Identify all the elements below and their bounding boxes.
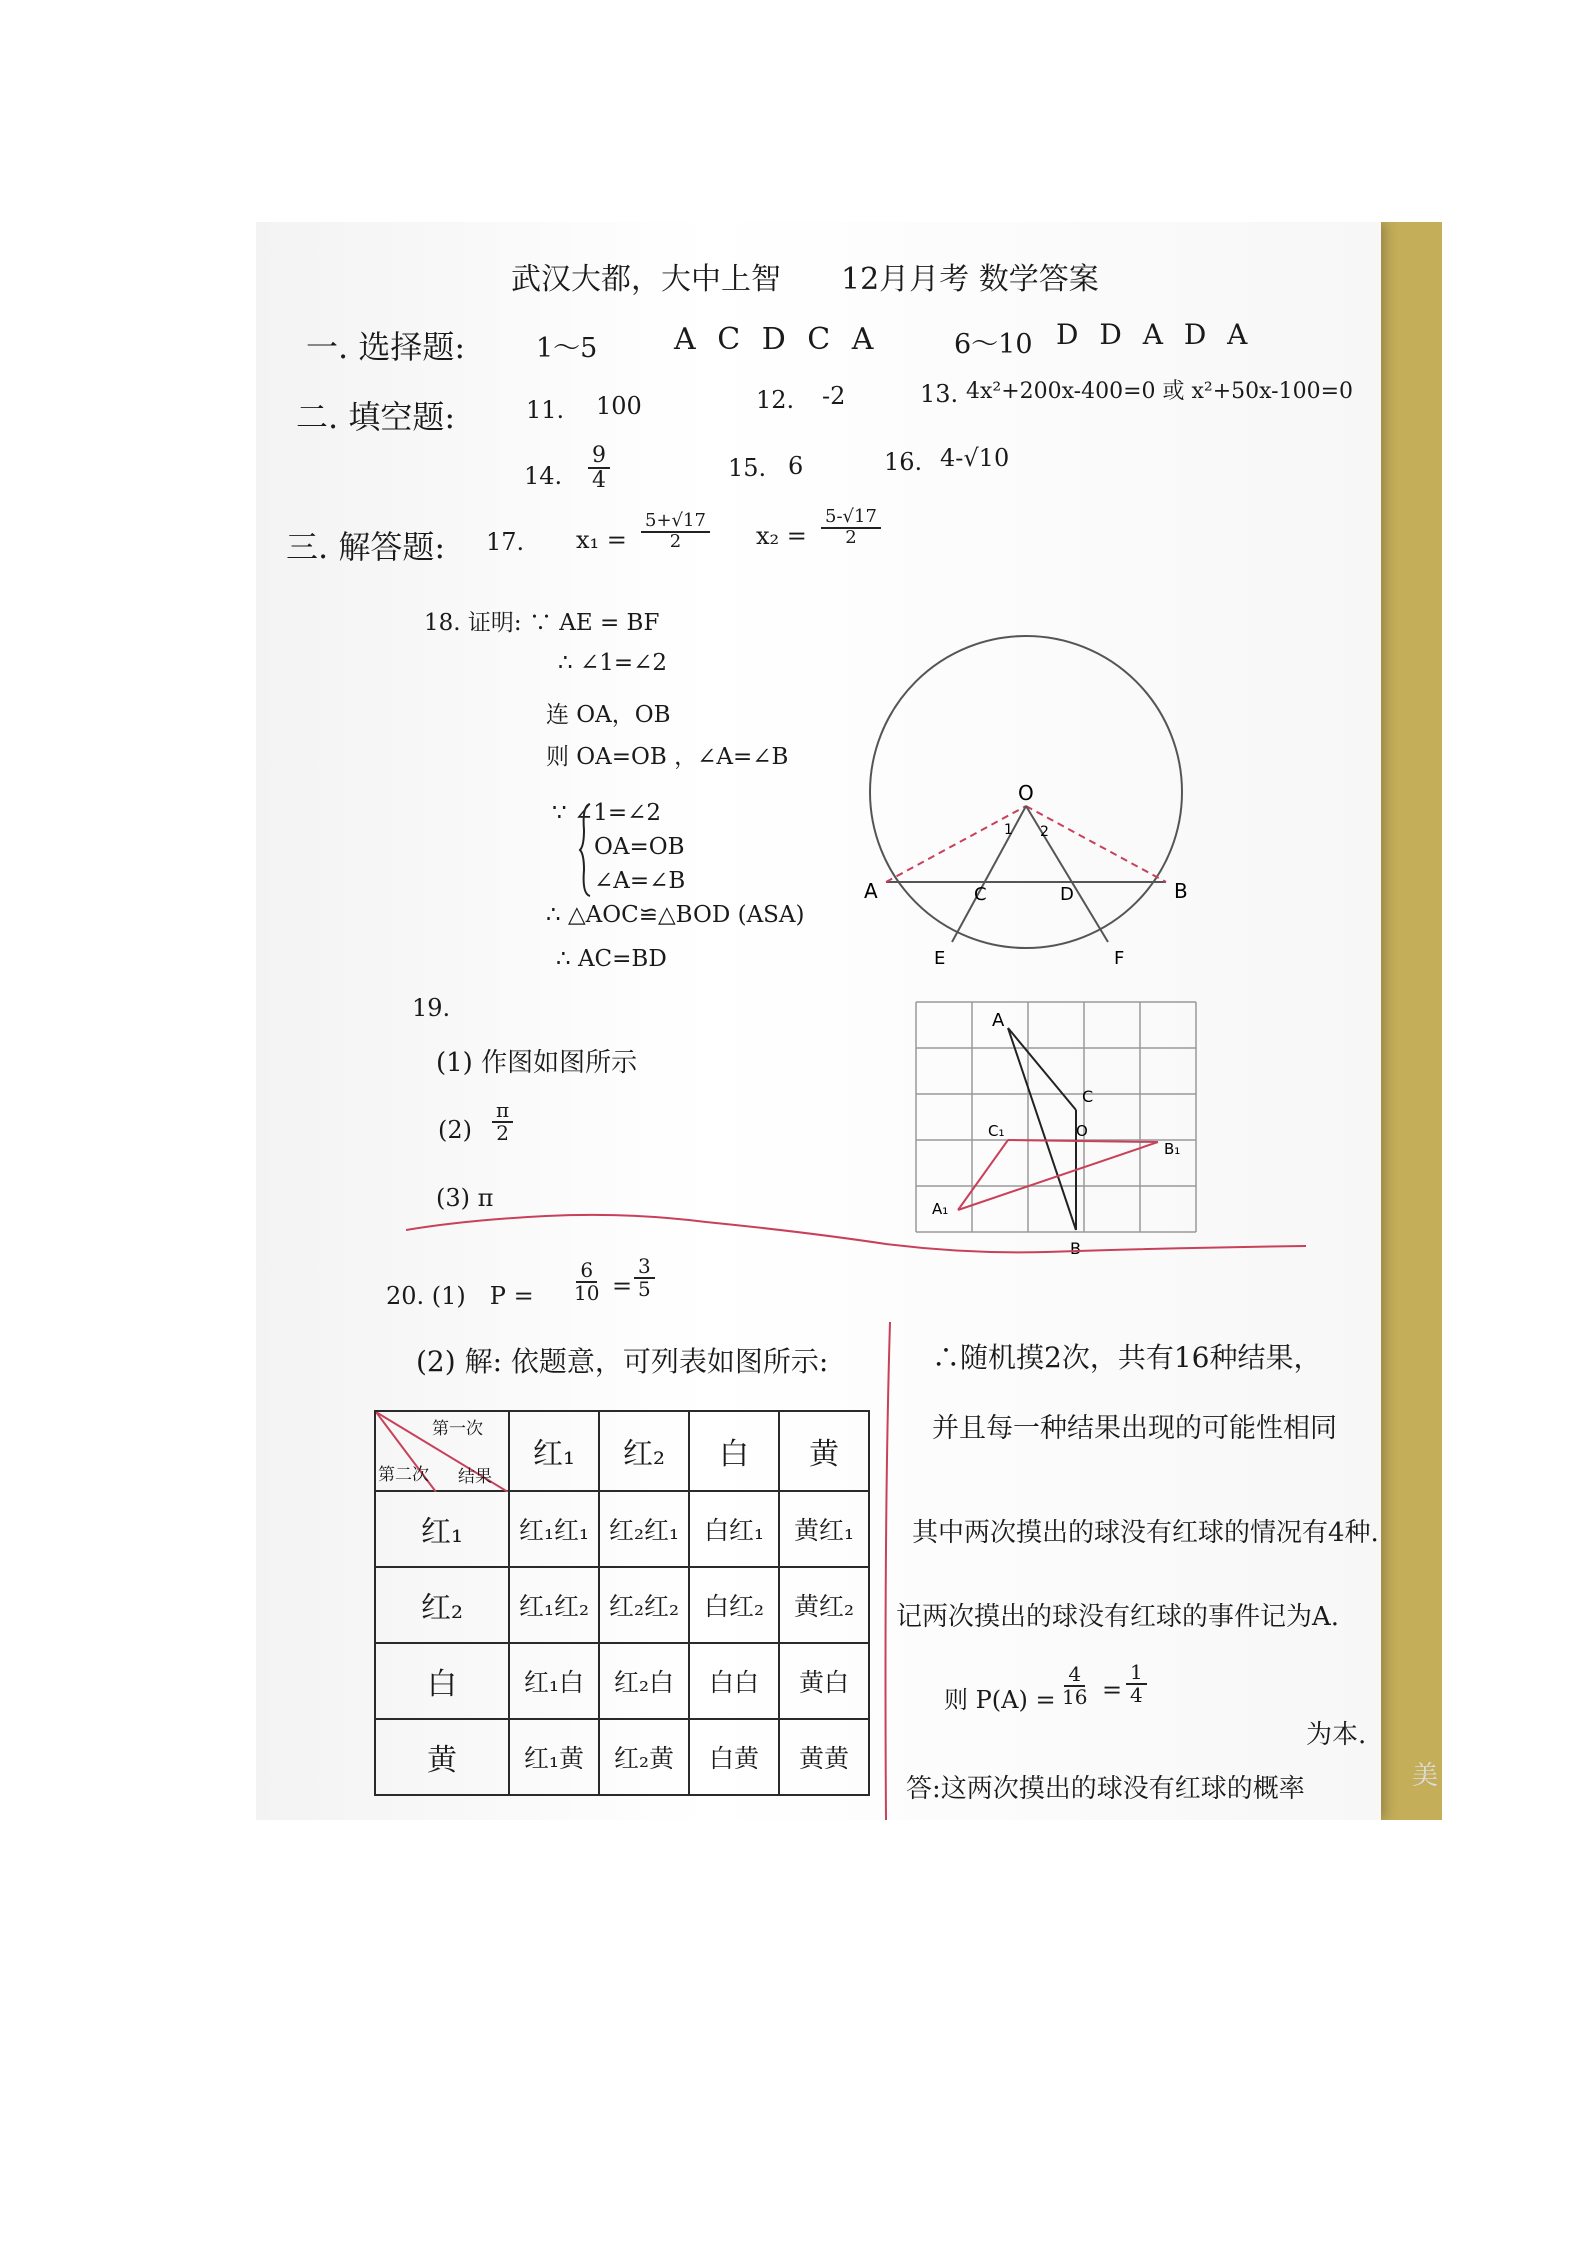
fig-angle-2: 2 (1040, 824, 1049, 840)
red-vertical-divider (878, 1322, 898, 1820)
q17-x1-numerator: 5+√17 (641, 512, 710, 533)
q20-f1-numerator: 6 (576, 1260, 597, 1283)
q20-fraction-2 (634, 1256, 655, 1300)
q18-line: ∵ ∠1=∠2 (552, 800, 662, 826)
sheet-title: 武汉大都，大中上智 12月月考 数学答案 (511, 262, 1099, 297)
q20-prob-lhs: 则 P(A) = (944, 1686, 1056, 1714)
fig-label-f: F (1114, 948, 1125, 969)
q17-number: 17. (486, 528, 525, 556)
section1-answers-a: A C D C A (674, 322, 880, 357)
section3-label: 三. 解答题: (286, 528, 446, 566)
table-col-header: 红₁ (509, 1411, 599, 1491)
section2-label: 二. 填空题: (296, 398, 456, 436)
q14-denominator: 4 (592, 468, 606, 494)
q14-number: 14. (524, 462, 563, 490)
watermark-logo: 美 (1411, 1761, 1438, 1791)
table-cell: 黄红₁ (779, 1491, 869, 1567)
table-col-header: 黄 (779, 1411, 869, 1491)
q17-x2-lhs: x₂ = (756, 522, 807, 550)
q20-prob-f1-denominator: 16 (1062, 1685, 1088, 1709)
table-cell: 白黄 (689, 1719, 779, 1795)
q18-line: ∴ △AOC≌△BOD (ASA) (546, 902, 805, 928)
table-col-header: 红₂ (599, 1411, 689, 1491)
table-row (375, 1491, 869, 1567)
table-row-header: 红₂ (375, 1567, 509, 1643)
red-divider-line (406, 1202, 1326, 1262)
q19-part2-label: (2) (438, 1116, 472, 1144)
q17-x1-lhs: x₁ = (576, 526, 627, 554)
q18-line: 连 OA，OB (546, 702, 671, 728)
grid-label-c: C (1082, 1087, 1094, 1106)
table-row (375, 1643, 869, 1719)
grid-label-b: B (1070, 1239, 1081, 1258)
q17-x1-denominator: 2 (669, 530, 682, 552)
table-row (375, 1567, 869, 1643)
outcome-table (374, 1410, 870, 1796)
q15-number: 15. (728, 454, 767, 482)
q18-line: ∴ ∠1=∠2 (558, 650, 668, 676)
grid-label-b1: B₁ (1164, 1140, 1181, 1158)
fig-label-d: D (1060, 884, 1074, 905)
q20-f2-numerator: 3 (634, 1256, 655, 1279)
q18-circle-figure (856, 612, 1196, 972)
q19-number: 19. (412, 994, 451, 1022)
q20-explanation-line: 记两次摸出的球没有红球的事件记为A. (896, 1602, 1340, 1632)
table-cell: 红₁红₂ (509, 1567, 599, 1643)
q20-explanation-line: 为本. (1306, 1720, 1367, 1750)
table-row-header: 白 (375, 1643, 509, 1719)
q20-f1-denominator: 10 (574, 1281, 600, 1305)
q14-numerator: 9 (588, 444, 610, 469)
table-corner-cell (375, 1411, 509, 1491)
q20-prob-f1-numerator: 4 (1064, 1664, 1085, 1687)
section1-answers-b: D D A D A (1056, 318, 1254, 351)
q12-answer: -2 (822, 382, 846, 410)
q19-part3: (3) π (436, 1184, 494, 1212)
q20-equals: = (612, 1272, 633, 1300)
table-cell: 红₂黄 (599, 1719, 689, 1795)
fig-label-o: O (1018, 781, 1034, 805)
grid-label-a: A (992, 1010, 1005, 1031)
table-cell: 白红₂ (689, 1567, 779, 1643)
q13-number: 13. (920, 380, 959, 408)
table-cell: 红₁红₁ (509, 1491, 599, 1567)
q20-explanation-line: ∴随机摸2次，共有16种结果， (932, 1341, 1322, 1374)
q19-part2-numerator: π (492, 1100, 513, 1123)
q18-line: ∠A=∠B (594, 868, 686, 894)
fig-angle-1: 1 (1004, 822, 1013, 838)
q12-number: 12. (756, 386, 795, 414)
grid-label-c1: C₁ (988, 1122, 1005, 1140)
table-col-header: 白 (689, 1411, 779, 1491)
section1-range-a: 1～5 (536, 333, 598, 364)
q15-answer: 6 (788, 452, 804, 480)
q17-x2-numerator: 5-√17 (821, 508, 881, 529)
q20-part2-intro: (2) 解: 依题意，可列表如图所示: (416, 1345, 829, 1378)
q18-line: 则 OA=OB ，∠A=∠B (546, 744, 789, 770)
q19-part1: (1) 作图如图所示 (436, 1048, 638, 1078)
fig-label-b: B (1174, 879, 1188, 903)
section1-range-b: 6～10 (954, 329, 1033, 360)
table-cell: 红₂红₁ (599, 1491, 689, 1567)
q16-number: 16. (884, 448, 923, 476)
table-cell: 黄红₂ (779, 1567, 869, 1643)
q20-prob-equals: = (1102, 1676, 1123, 1704)
table-cell: 黄白 (779, 1643, 869, 1719)
table-cell: 红₂白 (599, 1643, 689, 1719)
q20-explanation-line: 答:这两次摸出的球没有红球的概率 (906, 1774, 1305, 1804)
table-cell: 黄黄 (779, 1719, 869, 1795)
table-row-header: 红₁ (375, 1491, 509, 1567)
fig-label-a: A (864, 879, 878, 903)
grid-label-a1: A₁ (932, 1200, 949, 1218)
section1-label: 一. 选择题: (306, 328, 466, 366)
fig-label-c: C (974, 884, 987, 905)
q20-fraction-1 (574, 1260, 599, 1304)
q20-prob-fraction-2 (1126, 1662, 1147, 1706)
q17-x2-denominator: 2 (845, 526, 857, 548)
table-cell: 红₂红₂ (599, 1567, 689, 1643)
q18-line: OA=OB (594, 834, 685, 860)
q20-explanation-line: 其中两次摸出的球没有红球的情况有4种. (912, 1518, 1379, 1548)
q20-prob-f2-denominator: 4 (1130, 1683, 1143, 1707)
q19-part2-denominator: 2 (496, 1121, 509, 1145)
q20-part1-lhs: 20. (1) P = (386, 1282, 534, 1310)
table-cell: 白红₁ (689, 1491, 779, 1567)
table-cell: 白白 (689, 1643, 779, 1719)
grid-label-o: O (1076, 1122, 1088, 1140)
q18-line: ∴ AC=BD (556, 946, 667, 972)
q17-x2-fraction (821, 508, 881, 548)
q18-line: 18. 证明: ∵ AE = BF (424, 610, 660, 636)
q20-prob-fraction-1 (1062, 1664, 1087, 1708)
q17-x1-fraction (641, 512, 710, 552)
q11-number: 11. (526, 396, 565, 424)
q14-fraction (588, 444, 610, 492)
paper-sheet (256, 222, 1381, 1820)
q20-f2-denominator: 5 (638, 1277, 651, 1301)
fig-label-e: E (934, 948, 946, 969)
table-cell: 红₁白 (509, 1643, 599, 1719)
q13-answer: 4x²+200x-400=0 或 x²+50x-100=0 (966, 379, 1354, 404)
q11-answer: 100 (596, 392, 642, 420)
corner-result: 结果 (458, 1467, 492, 1487)
q18-brace (578, 800, 594, 900)
q16-answer: 4-√10 (940, 444, 1010, 472)
q19-part2-fraction (492, 1100, 513, 1144)
answer-sheet-photo (256, 222, 1442, 1820)
table-cell: 红₁黄 (509, 1719, 599, 1795)
corner-second-draw: 第二次 (378, 1465, 429, 1485)
q20-prob-f2-numerator: 1 (1126, 1662, 1147, 1685)
table-row-header: 黄 (375, 1719, 509, 1795)
q20-explanation-line: 并且每一种结果出现的可能性相同 (932, 1413, 1337, 1444)
table-row (375, 1719, 869, 1795)
corner-first-draw: 第一次 (432, 1419, 483, 1439)
